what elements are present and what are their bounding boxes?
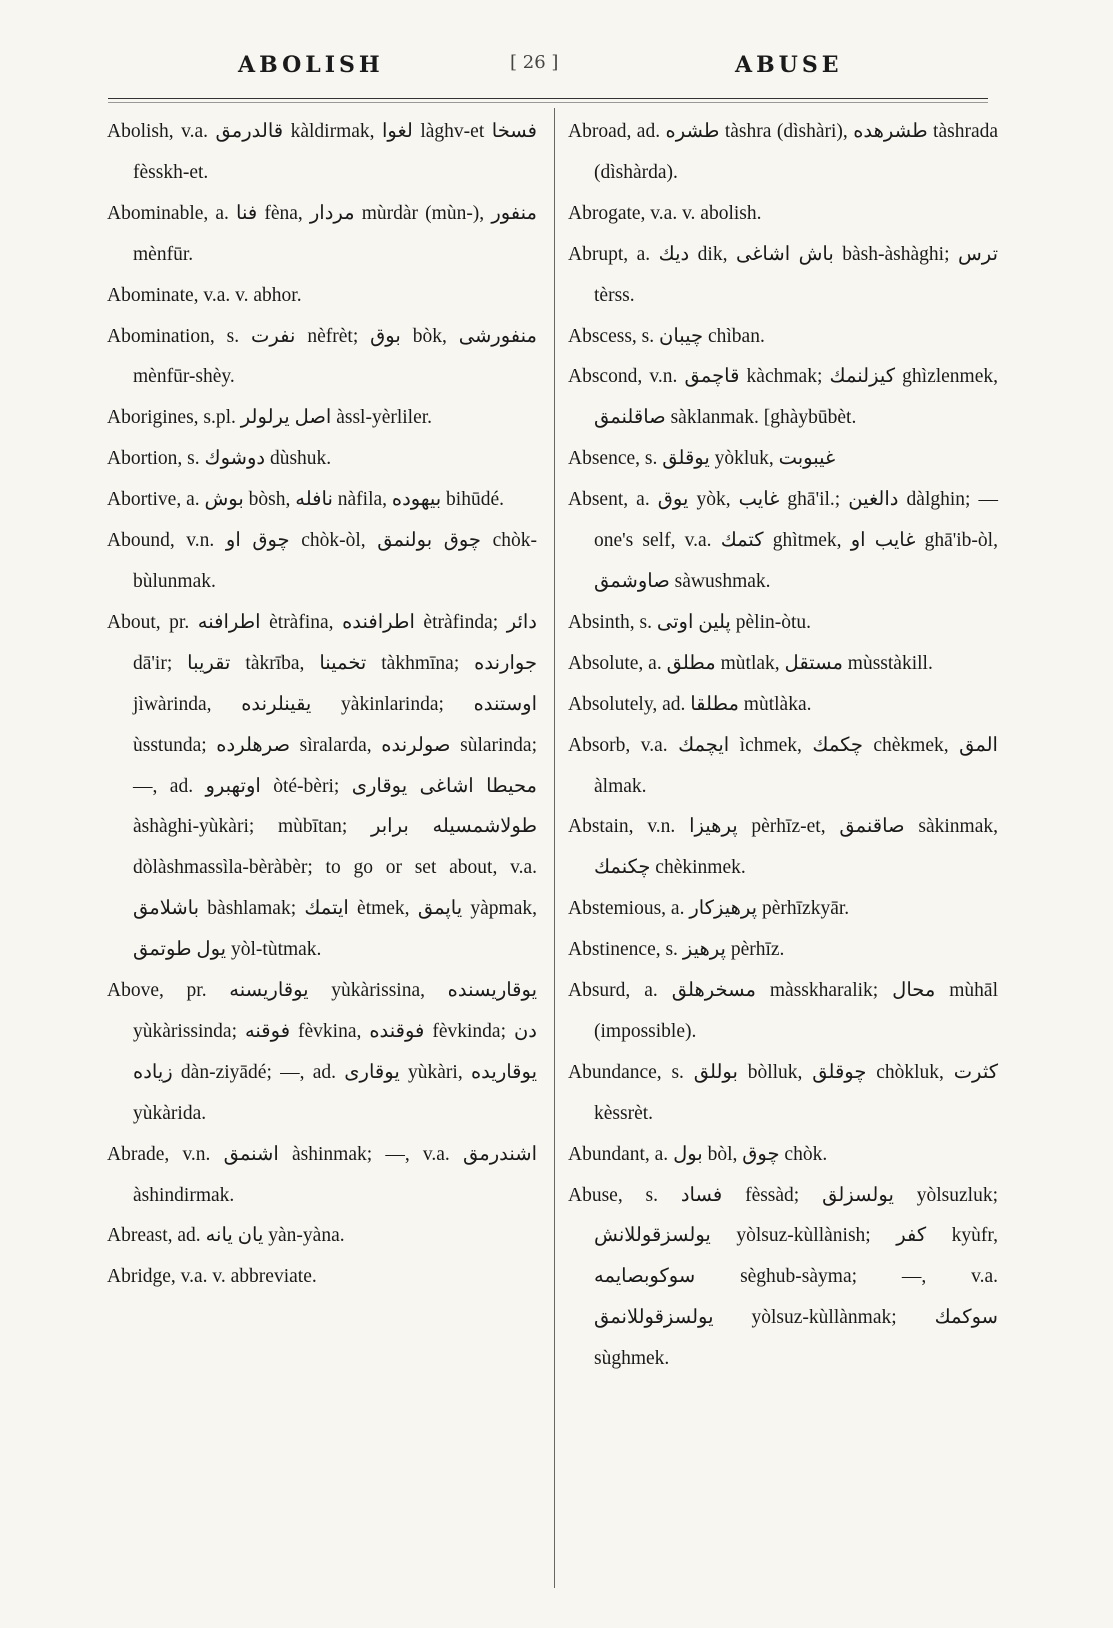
entry-abuse: Abuse, s. فساد fèssàd; يولسزلق yòlsuzluk; يولسزقوللانش yòlsuz-kùllànish; كفر kyùfr, سوكوبصايمه sèghub-sàyma; —, v.a. يولسزقوللانمق yòlsuz-kùllànmak; سوكمك sùghmek. xyxy=(568,1184,998,1370)
right-column xyxy=(568,112,998,1380)
entry-abortion: Abortion, s. دوشوك dùshuk. xyxy=(107,448,332,470)
entry-above: Above, pr. يوقاريسنه yùkàrissina, يوقاريسنده yùkàrissinda; فوقنه fèvkina, فوقنده fèvkinda; دن زياده dàn-ziyādé; —, ad. يوقارى yùkàri, يوقاريده yùkàrida. xyxy=(107,980,537,1124)
header-rule xyxy=(108,98,988,99)
entry-abomination: Abomination, s. نفرت nèfrèt; بوق bòk, منفورشى mènfūr-shèy. xyxy=(107,325,537,388)
page-number: [ 26 ] xyxy=(510,52,559,73)
entry-absence: Absence, s. يوقلق yòkluk, غيبوبت xyxy=(568,448,836,470)
column-divider xyxy=(554,108,555,1588)
entry-abrogate: Abrogate, v.a. v. abolish. xyxy=(568,202,762,224)
entry-abscond: Abscond, v.n. قاچمق kàchmak; كيزلنمك ghìzlenmek, صاقلنمق sàklanmak. [ghàybūbèt. xyxy=(568,366,999,429)
entry-absolutely: Absolutely, ad. مطلقا mùtlàka. xyxy=(568,693,812,715)
entry-abominable: Abominable, a. فنا fèna, مردار mùrdàr (mùn-), منفور mènfūr. xyxy=(107,202,537,265)
entry-abreast: Abreast, ad. يان يانه yàn-yàna. xyxy=(107,1225,345,1247)
entry-abrupt: Abrupt, a. ديك dik, باش اشاغى bàsh-àshàghi; ترس tèrss. xyxy=(568,243,998,306)
entry-absolute: Absolute, a. مطلق mùtlak, مستقل mùsstàkill. xyxy=(568,652,933,674)
entry-absorb: Absorb, v.a. ايچمك ìchmek, چكمك chèkmek, المق àlmak. xyxy=(568,734,998,797)
entry-abstemious: Abstemious, a. پرهيزكار pèrhīzkyār. xyxy=(568,898,850,920)
entry-abrade: Abrade, v.n. اشنمق àshinmak; —, v.a. اشندرمق àshindirmak. xyxy=(107,1143,537,1206)
entry-abound: Abound, v.n. چوق او chòk-òl, چوق بولنمق chòk-bùlunmak. xyxy=(107,530,538,592)
entry-abolish: Abolish, v.a. قالدرمق kàldirmak, لغوا làghv-et فسخا fèsskh-et. xyxy=(107,121,537,183)
entry-abominate: Abominate, v.a. v. abhor. xyxy=(107,284,302,306)
entry-abscess: Abscess, s. چيبان chìban. xyxy=(568,325,765,347)
header-rule-thin xyxy=(108,102,988,103)
entry-abortive: Abortive, a. بوش bòsh, نافله nàfila, بيهوده bihūdé. xyxy=(107,489,504,511)
entry-about: About, pr. اطرافنه ètràfina, اطرافنده ètràfinda; دائر dā'ir; تقريبا tàkrība, تخمينا tàkhmīna; جوارنده jìwàrinda, يقينلرنده yàkinlarinda; اوستنده ùsstunda; صرهلرده sìralarda, صولرنده sùlarinda; —, ad. اوتهبرو òté-bèri; محيطا اشاغى يوقارى àshàghi-yùkàri; mùbītan; طولاشمسيله برابر dòlàshmassìla-bèràbèr; to go or set about, v.a. باشلامق bàshlamak; ايتمك ètmek, ياپمق yàpmak, يول طوتمق yòl-tùtmak. xyxy=(107,611,538,961)
running-head-right: ABUSE xyxy=(735,52,843,78)
entry-abstinence: Abstinence, s. پرهيز pèrhīz. xyxy=(568,939,785,961)
entry-absinth: Absinth, s. پلين اوتى pèlin-òtu. xyxy=(568,611,812,633)
entry-abroad: Abroad, ad. طشره tàshra (dìshàri), طشرهده tàshrada (dìshàrda). xyxy=(568,121,999,183)
entry-abundance: Abundance, s. بوللق bòlluk, چوقلق chòkluk, كثرت kèssrèt. xyxy=(568,1061,998,1124)
entry-aborigines: Aborigines, s.pl. اصل يرلولر àssl-yèrliler. xyxy=(107,407,433,429)
running-head-left: ABOLISH xyxy=(238,52,384,78)
entry-abridge: Abridge, v.a. v. abbreviate. xyxy=(107,1266,317,1288)
left-column xyxy=(107,112,537,1298)
entry-abstain: Abstain, v.n. پرهيزا pèrhīz-et, صاقنمق sàkinmak, چكنمك chèkinmek. xyxy=(568,816,998,879)
entry-absurd: Absurd, a. مسخرهلق màsskharalik; محال mùhāl (impossible). xyxy=(568,980,999,1042)
entry-abundant: Abundant, a. بول bòl, چوق chòk. xyxy=(568,1143,828,1165)
entry-absent: Absent, a. يوق yòk, غايب ghā'il.; دالغين dàlghin; — one's self, v.a. كتمك ghìtmek, غايب او ghā'ib-òl, صاوشمق sàwushmak. xyxy=(568,489,999,592)
